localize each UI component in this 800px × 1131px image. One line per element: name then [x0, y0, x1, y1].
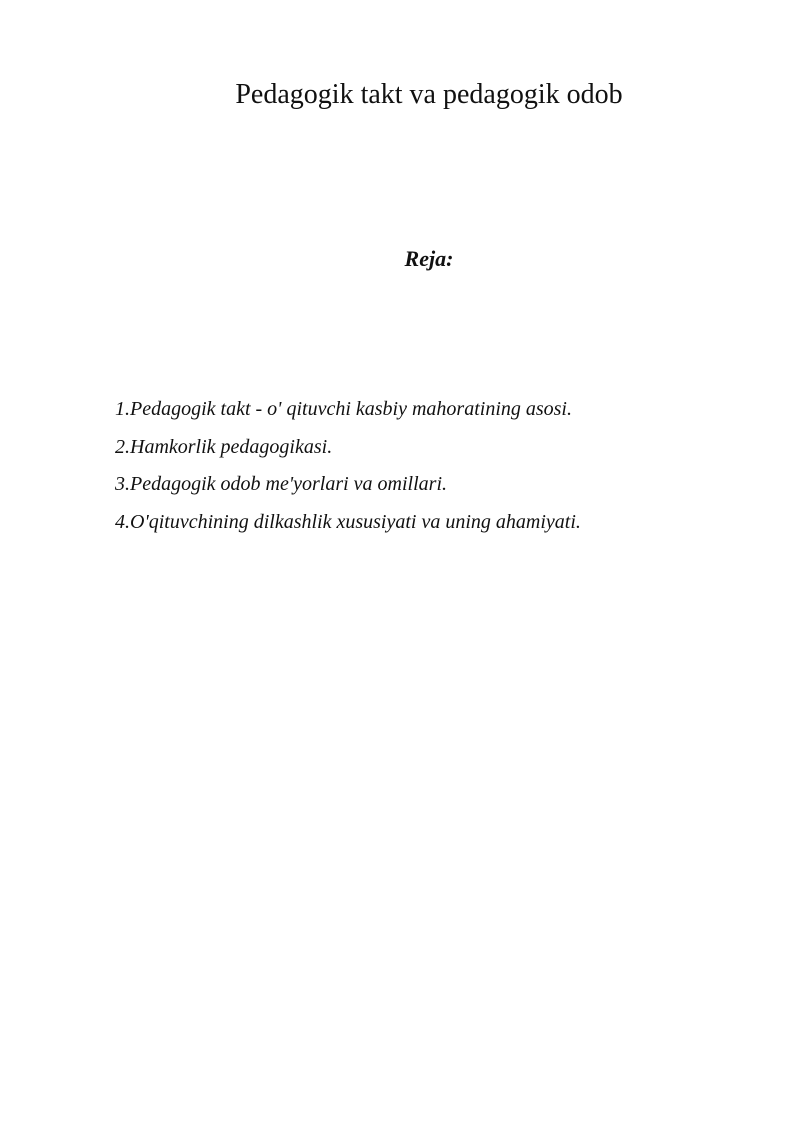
plan-item: 2.Hamkorlik pedagogikasi. — [115, 435, 333, 458]
plan-item: 4.O'qituvchining dilkashlik xususiyati va uning ahamiyati. — [115, 510, 581, 533]
plan-item: 1.Pedagogik takt - o' qituvchi kasbiy mahoratining asosi. — [115, 398, 572, 420]
plan-list — [115, 396, 581, 546]
plan-item: 3.Pedagogik odob me'yorlari va omillari. — [115, 473, 448, 495]
plan-heading: Reja: — [404, 246, 454, 271]
document-title: Pedagogik takt va pedagogik odob — [235, 79, 623, 110]
